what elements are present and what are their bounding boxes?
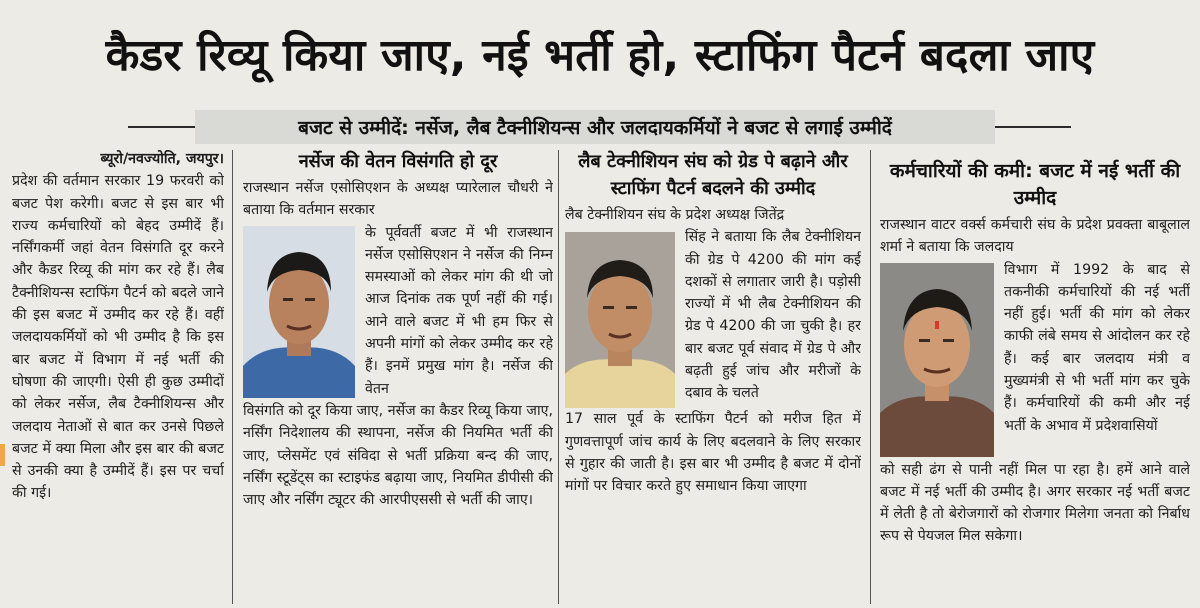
column-divider [232,150,233,604]
column-divider [558,150,559,604]
column-divider [870,150,871,604]
edge-mark [0,444,5,466]
nurses-leader-photo [243,226,355,398]
lab-title: लैब टेक्नीशियन संघ को ग्रेड पे बढ़ाने और स्टाफिंग पैटर्न बदलने की उम्मीद [578,151,848,199]
headline: कैडर रिव्यू किया जाए, नई भर्ती हो, स्टाफिंग पैटर्न बदला जाए [105,30,1095,81]
nurses-intro: राजस्थान नर्सेज एसोसिएशन के अध्यक्ष प्यारेलाल चौधरी ने बताया कि वर्तमान सरकार [243,180,553,219]
nurses-title: नर्सेज की वेतन विसंगति हो दूर [298,151,498,172]
lab-leader-photo [565,232,675,408]
water-leader-photo [880,263,994,457]
water-photo-slot [880,259,996,459]
subheadline: बजट से उम्मीदें: नर्सेज, लैब टैक्नीशियन्स और जलदायकर्मियों ने बजट से लगाई उम्मीदें [195,110,995,144]
column-intro [12,148,224,608]
byline: ब्यूरो/नवज्योति, जयपुर। [100,151,224,167]
nurses-body-beside-photo: के पूर्ववर्ती बजट में भी राजस्थान नर्सेज एसोसिएशन ने नर्सेज की निम्न समस्याओं को लेकर मांग की थी जो आज दिनांक तक पूर्ण नहीं की गई। आने वाले बजट में भी हम फिर से अपनी मांगों को लेकर उम्मीद कर रहे हैं। इनमें प्रमुख मांग है। नर्सेज की वेतन [365,224,553,397]
nurses-body: विसंगति को दूर किया जाए, नर्सेज का कैडर रिव्यू किया जाए, नर्सिंग निदेशालय की स्थापना, नर्सेज की नियमित भर्ती की जाए, प्लेसमेंट एवं संविदा से भर्ती प्रक्रिया बन्द की जाए, नर्सिंग स्टूडेंट्स का स्टाइफंड बढ़ाया जाए, नियमित डीपीसी की जाए और नर्सिंग ट्यूटर की आरपीएससी से भर्ती की जाए। [243,402,553,509]
water-intro: राजस्थान वाटर वर्क्स कर्मचारी संघ के प्रदेश प्रवक्ता बाबूलाल शर्मा ने बताया कि जलदाय [880,217,1190,256]
water-title: कर्मचारियों की कमी: बजट में नई भर्ती की उम्मीद [889,160,1181,209]
lab-body-beside-photo: सिंह ने बताया कि लैब टेक्नीशियन की ग्रेड पे 4200 की मांग कई दशकों से लगातार जारी है। पड़ोसी राज्यों में भी लैब टेक्नीशियन की ग्रेड पे 4200 की जा चुकी है। हर बार बजट पूर्व संवाद में ग्रेड पे और बढ़ती हुई जांच और मरीजों के दबाव के चलते [685,229,861,402]
column-lab-technicians [565,148,861,608]
lab-body: 17 साल पूर्व के स्टाफिंग पैटर्न को मरीज हित में गुणवत्तापूर्ण जांच कार्य के लिए बदलवाने के लिए सरकार से गुहार की जाती है। इस बार भी उम्मीद है बजट में दोनों मांगों पर विचार करते हुए समाधान किया जाएगा [565,411,861,495]
column-water-works [880,148,1190,608]
intro-body: प्रदेश की वर्तमान सरकार 19 फरवरी को बजट पेश करेगी। बजट से इस बार भी राज्य कर्मचारियों को बेहद उम्मीदें हैं। नर्सिंगकर्मी जहां वेतन विसंगति दूर करने और कैडर रिव्यू की मांग कर रहे हैं। लैब टैक्नीशियन्स स्टाफिंग पैटर्न को बदले जाने की इस बजट में उम्मीद कर रहे हैं। वहीं जलदायकर्मियों को भी उम्मीद है कि इस बार बजट में विभाग में नई भर्ती की घोषणा की जाएगी। ऐसी ही कुछ उम्मीदों को लेकर नर्सेज, लैब टैक्नीशियन्स और जलदाय नेताओं से बात कर उनसे पिछले बजट में क्या मिला और इस बार की बजट से उनकी क्या है उम्मीदें हैं। इस पर चर्चा की गई। [12,173,224,502]
water-body: को सही ढंग से पानी नहीं मिल पा रहा है। हमें आने वाले बजट में नई भर्ती की उम्मीद है। अगर सरकार नई भर्ती बजट में लेती है तो बेरोजगारों को रोजगार मिलेगा जनता को निर्बाध रूप से पेयजल मिल सकेगा। [880,461,1190,545]
water-body-beside-photo: विभाग में 1992 के बाद से तकनीकी कर्मचारियों की नई भर्ती नहीं हुई। भर्ती की मांग को लेकर काफी लंबे समय से आंदोलन कर रहे हैं। कई बार जलदाय मंत्री व मुख्यमंत्री से भी भर्ती मांग कर चुके हैं। कर्मचारियों की कमी और नई भर्ती के अभाव में प्रदेशवासियों [1004,261,1190,434]
nurses-photo-slot [243,222,357,400]
column-nurses [243,148,553,608]
lab-intro: लैब टेक्नीशियन संघ के प्रदेश अध्यक्ष जितेंद्र [565,207,785,223]
lab-photo-slot [565,226,677,408]
